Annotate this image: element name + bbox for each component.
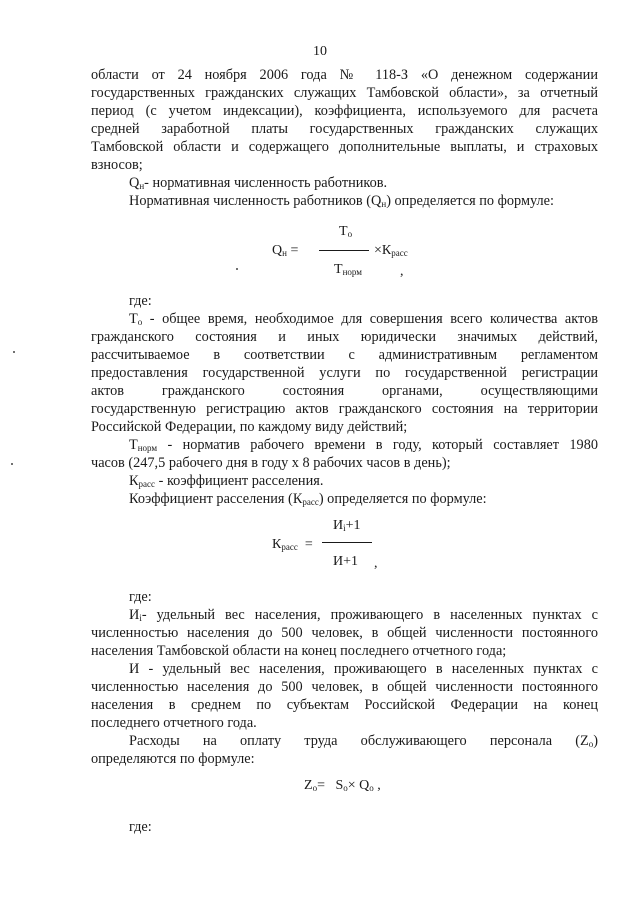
where-label: где: — [129, 293, 152, 309]
text-line: населения Тамбовской области на конец последнего отчетного года; — [91, 643, 507, 659]
scan-speck — [236, 268, 238, 270]
krass-formula-intro: Коэффициент расселения $(К_{расс})$ определяется по формуле: — [129, 491, 487, 507]
text-line: период (с учетом индексации), коэффициента, используемого для расчета — [91, 103, 598, 119]
text-line: средней заработной платы государственных гражданских служащих — [91, 121, 598, 137]
text-line: гражданского состояния и иных юридически значимых действий, — [91, 329, 598, 345]
text-line: часов (247,5 рабочего дня в году х 8 рабочих часов в день); — [91, 455, 451, 471]
text-line: Тамбовской области и содержащего дополнительные выплаты, и страховых — [91, 139, 598, 155]
formula-lhs: $К_{расс}$ = — [272, 537, 313, 552]
formula-comma: , — [400, 264, 404, 279]
page-number: 10 — [313, 44, 327, 59]
text-line: государственных гражданских служащих Тамбовской области», за отчетный — [91, 85, 598, 101]
text-line: актов гражданского состояния органами, осуществляющими — [91, 383, 598, 399]
krass-definition: $К_{расс}$ - коэффициент расселения. — [129, 473, 324, 489]
text-line: рассчитываемое в соответствии с административным регламентом — [91, 347, 598, 363]
qn-definition: $Q_н-$ нормативная численность работников. — [129, 175, 388, 191]
fraction-bar — [322, 542, 372, 543]
where-label: где: — [129, 819, 152, 835]
text-line: области от 24 ноября 2006 года № 118-З «О денежном содержании — [91, 67, 598, 83]
text-line: Российской Федерации, по каждому виду действий; — [91, 419, 408, 435]
formula-zo: $Z_о=$ $S_о\times Q_о$ , — [304, 778, 381, 793]
text-line: предоставления государственной услуги по государственной регистрации — [91, 365, 598, 381]
text-line: численностью населения до 500 человек, в общей численности постоянного — [91, 625, 598, 641]
i-definition: И - удельный вес населения, проживающего в населенных пунктах с — [129, 661, 598, 677]
formula-denominator: $Т_{норм}$ — [334, 262, 362, 277]
text-line: населения в среднем по субъектам Российской Федерации на конец — [91, 697, 598, 713]
qn-formula-intro: Нормативная численность работников $(Q_н)$ определяется по формуле: — [129, 193, 554, 209]
scan-speck — [13, 351, 15, 353]
fraction-bar — [319, 250, 369, 251]
to-definition: $Т_о$ - общее время, необходимое для совершения всего количества актов — [129, 311, 598, 327]
formula-denominator: И+1 — [333, 554, 359, 569]
formula-numerator: $И_i+1$ — [333, 518, 361, 533]
scan-speck — [11, 463, 13, 465]
formula-numerator: $Т_о$ — [339, 224, 353, 239]
formula-multiplier: $\times К_{расс}$ — [374, 243, 408, 258]
formula-lhs: $Q_н$ = — [272, 243, 299, 258]
where-label: где: — [129, 589, 152, 605]
formula-comma: , — [374, 556, 378, 571]
text-line: последнего отчетного года. — [91, 715, 257, 731]
text-line: взносов; — [91, 157, 143, 173]
text-line: государственную регистрацию актов гражданского состояния на территории — [91, 401, 598, 417]
tnorm-definition: $Т_{норм}$ - норматив рабочего времени в году, который составляет 1980 — [129, 437, 598, 453]
text-line: определяются по формуле: — [91, 751, 255, 767]
ii-definition: $И_i-$ удельный вес населения, проживающего в населенных пунктах с — [129, 607, 598, 623]
text-line: численностью населения до 500 человек, в общей численности постоянного — [91, 679, 598, 695]
zo-formula-intro: Расходы на оплату труда обслуживающего персонала $(Z_о)$ — [129, 733, 598, 749]
